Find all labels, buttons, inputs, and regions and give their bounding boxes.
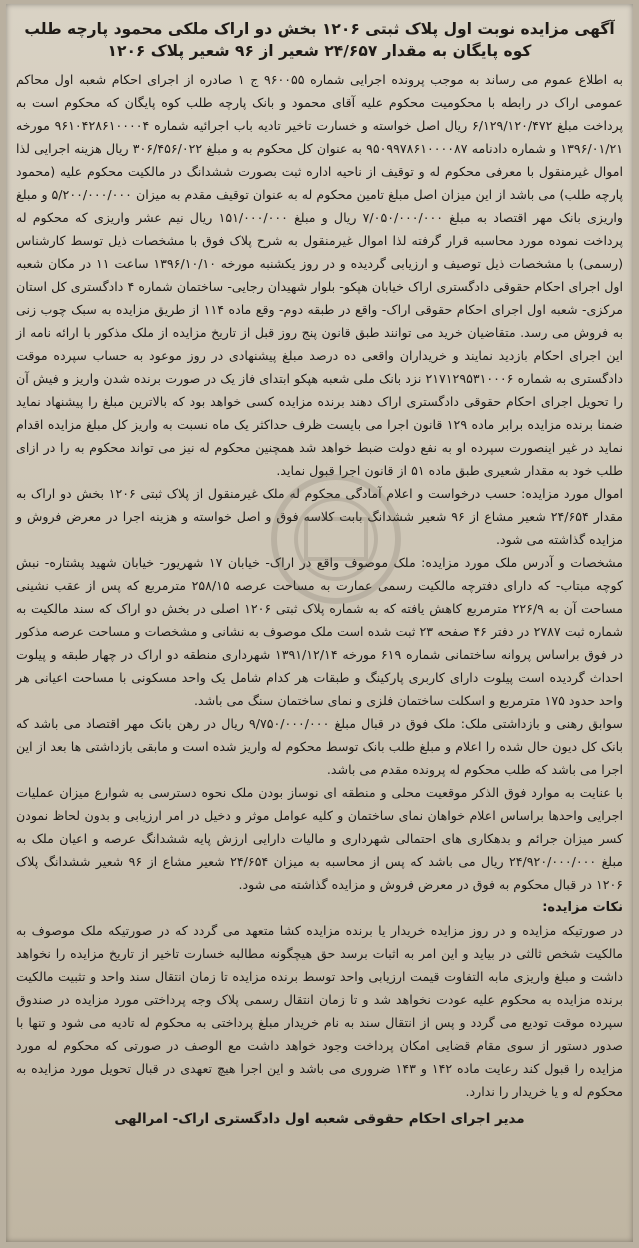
newspaper-clipping [6,4,633,1242]
notice-paragraph-intro: به اطلاع عموم می رساند به موجب پرونده اجرایی شماره ۹۶۰۰۵۵ ج ۱ صادره از اجرای احکام شعبه اول محاکم عمومی اراک در رابطه با محکومیت محکوم علیه آقای محمود و بانک پارچه طلب کوه پایگان که محکوم است به پرداخت مبلغ ۶/۱۲۹/۱۲۰/۴۷۲ ریال اصل خواسته و خسارت تاخیر تادیه باب اجرائیه شماره ۹۶۱۰۴۲۸۶۱۰۰۰۰۴ مورخه ۱۳۹۶/۰۱/۲۱ و شماره دادنامه ۹۵۰۹۹۷۸۶۱۰۰۰۰۸۷ به عنوان کل محکوم به و مبلغ ۳۰۶/۴۵۶/۰۲۲ ریال هزینه اجرایی لذا اموال غیرمنقول با معرفی محکوم له و توقیف از ناحیه اداره ثبت بصورت ششدانگ در مالکیت محکوم علیه (محمود پارچه طلب) می باشد از این میزان اصل مبلغ تامین محکوم له به عنوان توقیف مقدم به میزان ۵/۲۰۰/۰۰۰/۰۰۰ و مبلغ واریزی بانک مهر اقتصاد به مبلغ ۷/۰۵۰/۰۰۰/۰۰۰ ریال و مبلغ ۱۵۱/۰۰۰/۰۰۰ ریال نیم عشر واریزی که محکوم له پرداخت نموده مورد محاسبه قرار گرفته لذا اموال غیرمنقول به شرح پلاک فوق با مشخصات ذیل توسط کارشناس (رسمی) با مشخصات ذیل توصیف و ارزیابی گردیده و در روز یکشنبه مورخه ۱۳۹۶/۱۰/۱۰ ساعت ۱۱ در مکان شعبه اول اجرای احکام حقوقی دادگستری اراک خیابان هپکو- بلوار شهیدان رجایی- ساختمان شماره ۴ دادگستری کل استان مرکزی- شعبه اول اجرای احکام حقوقی اراک- واقع در طبقه دوم- وقع ماده ۱۱۴ از طریق مزایده به سبک چوب زنی به فروش می رسد. متقاضیان خرید می توانند طبق قانون پنج روز قبل از تاریخ مزایده از ملک مذکور با ارائه نامه از این اجرای احکام بازدید نمایند و خریداران واقعی ده درصد مبلغ پیشنهادی در روز موعود به حساب سپرده موقت دادگستری به شماره ۲۱۷۱۲۹۵۳۱۰۰۰۶ نزد بانک ملی شعبه هپکو ابتدای فاز یک در صورت برنده شدن واریز و فیش آن را تحویل اجرای احکام حقوقی دادگستری اراک دهند برنده مزایده کسی خواهد بود که بالاترین مبلغ را پیشنهاد نماید ضمنا برنده مزایده برابر ماده ۱۲۹ قانون اجرا می بایست ظرف حداکثر یک ماه نسبت به واریز کل مبلغ مزایده اقدام نماید در غیر اینصورت سپرده او به نفع دولت ضبط خواهد شد همچنین محکوم له نیز می تواند محکوم به را در ازای طلب خود به مقدار شعیری طبق ماده ۵۱ از قانون اجرا قبول نماید. [16,72,624,478]
notes-paragraph: در صورتیکه مزایده و در روز مزایده خریدار یا برنده مزایده کشا متعهد می گردد که در صورتیکه ملک موصوف به مالکیت شخص ثالثی در بیاید و این امر به اثبات برسد حق هیچگونه مطالبه خسارت تاخیر از تاریخ مزایده را نخواهد داشت و مبلغ واریزی مابه التفاوت قیمت ارزیابی واحد توسط برنده مزایده تا زمان انتقال سند واحد و تثبیت مالکیت برنده مزایده به محکوم علیه عودت نخواهد شد و تا زمان انتقال رسمی پلاک وجه پرداختی مورد مزایده در صندوق سپرده موقت تودیع می گردد و پس از انتقال سند به نام خریدار مبلغ پرداختی به محکوم له تادیه می شود و تنها با صدور دستور از سوی مقام قضایی امکان پرداخت وجود خواهد داشت مع الوصف در صورتی که محکوم له مورد مزایده را قبول کند رعایت ماده ۱۴۲ و ۱۴۳ ضروری می باشد و این اجرا هیچ تعهدی در قبال تحویل مورد مزایده به محکوم له و یا خریدار را ندارد. [16,923,623,1099]
signature-line: مدیر اجرای احکام حقوقی شعبه اول دادگستری اراک- امرالهی [114,1111,525,1127]
notice-title: آگهی مزایده نوبت اول پلاک ثبتی ۱۲۰۶ بخش دو اراک ملکی محمود پارچه طلب کوه پایگان به مقدار ۲۴/۶۵۷ شعیر از ۹۶ شعیر پلاک ۱۲۰۶ [24,20,615,60]
notice-paragraph-address: مشخصات و آدرس ملک مورد مزایده: ملک موصوف واقع در اراک- خیابان ۱۷ شهریور- خیابان شهید پشتاره- نبش کوچه مبتاب- که دارای دفترچه مالکیت رسمی عمارت به مساحت عرصه ۲۵۸/۱۵ مترمربع که پس از عقب نشینی مساحت آن به ۲۲۶/۹ مترمربع کاهش یافته که به شماره پلاک ثبتی ۱۲۰۶ اصلی در بخش دو اراک که سند مالکیت به شماره ثبت ۲۷۸۷ در دفتر ۴۶ صفحه ۲۳ ثبت شده است ملک موصوف به نشانی و مشخصات و مساحت عرصه مذکور در فوق براساس پروانه ساختمانی شماره ۶۱۹ مورخه ۱۳۹۱/۱۲/۱۴ شهرداری منطقه دو اراک در چهار طبقه و پیلوت احداث گردیده است پیلوت دارای کاربری پارکینگ و طبقات هر کدام شامل یک واحد مسکونی با مساحت اعیانی هر واحد حدود ۱۷۵ مترمربع و اسکلت ساختمان فلزی و نمای ساختمان سنگ می باشد. [16,555,624,708]
notes-heading: نکات مزایده: [542,900,623,915]
notice-body [6,4,633,1131]
notice-paragraph-property: اموال مورد مزایده: حسب درخواست و اعلام آمادگی محکوم له ملک غیرمنقول از پلاک ثبتی ۱۲۰۶ بخش دو اراک به مقدار ۲۴/۶۵۴ شعیر مشاع از ۹۶ شعیر ششدانگ بابت کلاسه فوق و اصل خواسته و هزینه اجرا در معرض فروش و مزایده گذاشته می شود. [16,486,624,547]
notice-paragraph-valuation: با عنایت به موارد فوق الذکر موقعیت محلی و منطقه ای نوساز بودن ملک نحوه دسترسی به شوارع میزان عملیات اجرایی واحدها براساس اعلام خواهان نمای ساختمان و کلیه عوامل موثر و دخیل در امر ارزیابی و بدون لحاظ نمودن کسر میزان جرائم و بدهکاری های احتمالی شهرداری و مالیات دارایی ارزش پایه ششدانگ عرصه و اعیان ملک به مبلغ ۲۴/۹۲۰/۰۰۰/۰۰۰ ریال می باشد که پس از محاسبه به میزان ۲۴/۶۵۴ شعیر مشاع از ۹۶ شعیر ششدانگ پلاک ۱۲۰۶ در قبال محکوم به فوق در معرض فروش و مزایده گذاشته می شود. [16,785,623,892]
notice-paragraph-mortgage: سوابق رهنی و بازداشتی ملک: ملک فوق در قبال مبلغ ۹/۷۵۰/۰۰۰/۰۰۰ ریال در رهن بانک مهر اقتصاد می باشد که بانک کل دیون حال شده را اعلام و مبلغ طلب بانک توسط محکوم له واریز شده است و مابقی بازداشتی ها بعد از این اجرا می باشد که طلب محکوم له پرونده مقدم می باشد. [16,716,623,777]
